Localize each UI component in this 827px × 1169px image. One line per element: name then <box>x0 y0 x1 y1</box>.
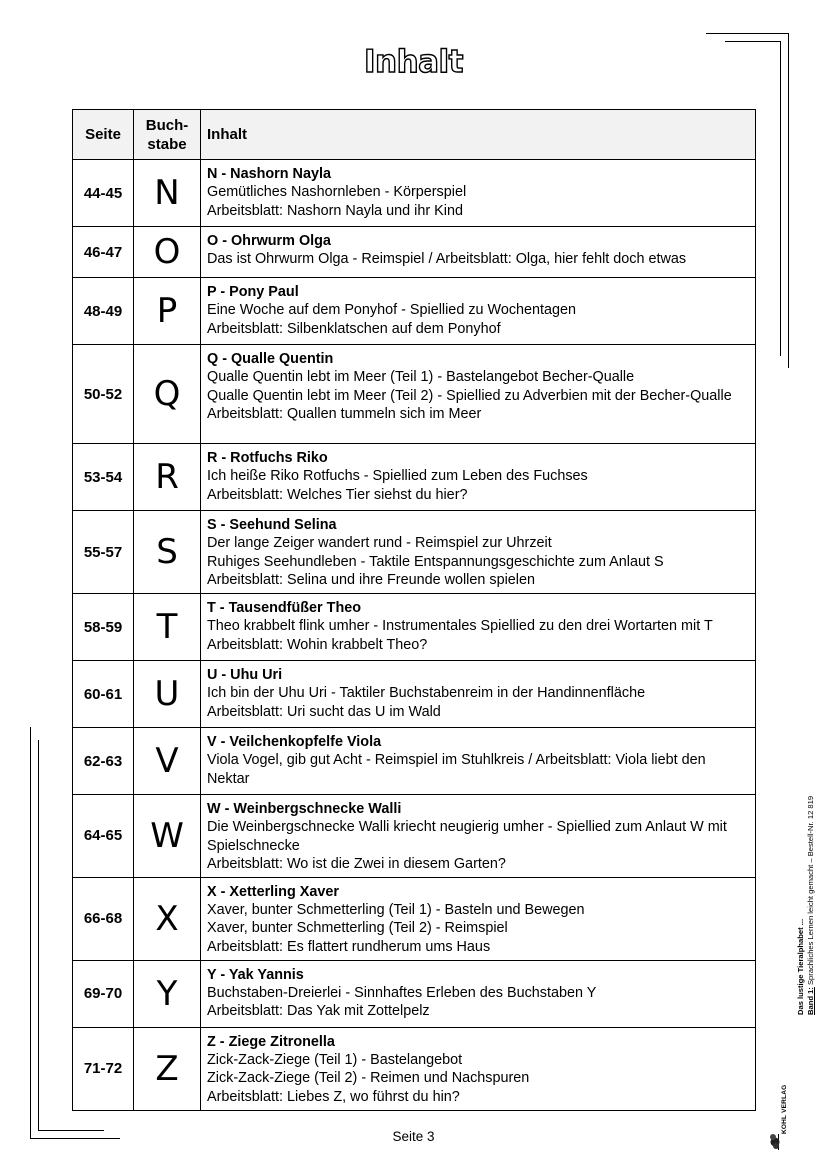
letter-cell: U <box>134 661 201 728</box>
contents-cell <box>201 960 756 1027</box>
entry-line: Arbeitsblatt: Wohin krabbelt Theo? <box>207 636 428 653</box>
frame-line-top-right-v2 <box>780 41 781 356</box>
page-title: Inhalt <box>363 44 464 80</box>
entry-line: Arbeitsblatt: Es flattert rundherum ums Haus <box>207 938 491 955</box>
table-row <box>73 795 756 878</box>
frame-line-top-right-h1 <box>706 33 789 34</box>
publisher-name: KOHL VERLAG <box>781 1084 788 1134</box>
letter-cell: N <box>134 160 201 227</box>
entry-line: Qualle Quentin lebt im Meer (Teil 2) - Spiellied zu Adverbien mit der Becher-Qualle <box>207 387 732 404</box>
page-range: 64-65 <box>73 795 134 878</box>
entry-title: Z - Ziege Zitronella <box>207 1033 335 1050</box>
page-range: 55-57 <box>73 511 134 594</box>
side-caption <box>796 796 815 1015</box>
table-row <box>73 345 756 444</box>
entry-line: Buchstaben-Dreierlei - Sinnhaftes Erleben des Buchstaben Y <box>207 985 597 1002</box>
entry-title: V - Veilchenkopfelfe Viola <box>207 734 382 750</box>
entry-line: Viola Vogel, gib gut Acht - Reimspiel im Stuhlkreis / Arbeitsblatt: Viola liebt den Nektar <box>207 752 706 787</box>
entry-line: Arbeitsblatt: Welches Tier siehst du hier? <box>207 486 468 503</box>
entry-line: Qualle Quentin lebt im Meer (Teil 1) - Bastelangebot Becher-Qualle <box>207 369 635 386</box>
entry-line: Der lange Zeiger wandert rund - Reimspiel zur Uhrzeit <box>207 535 552 552</box>
letter-cell: S <box>134 511 201 594</box>
entry-line: Arbeitsblatt: Quallen tummeln sich im Meer <box>207 406 482 423</box>
contents-cell <box>201 345 756 444</box>
table-row <box>73 661 756 728</box>
contents-cell <box>201 511 756 594</box>
page-range: 62-63 <box>73 728 134 795</box>
entry-line: Arbeitsblatt: Wo ist die Zwei in diesem Garten? <box>207 856 506 873</box>
entry-line: Zick-Zack-Ziege (Teil 1) - Bastelangebot <box>207 1052 463 1069</box>
entry-line: Die Weinbergschnecke Walli kriecht neugierig umher - Spiellied zum Anlaut W mit Spielschnecke <box>207 819 727 854</box>
contents-cell <box>201 661 756 728</box>
entry-title: T - Tausendfüßer Theo <box>207 600 362 616</box>
contents-table <box>72 109 756 1111</box>
table-row <box>73 728 756 795</box>
frame-line-top-right-v1 <box>788 33 789 368</box>
header-buchstabe: Buch- stabe <box>134 110 201 160</box>
letter-cell: R <box>134 444 201 511</box>
entry-line: Arbeitsblatt: Selina und ihre Freunde wollen spielen <box>207 572 535 589</box>
entry-title: R - Rotfuchs Riko <box>207 450 328 466</box>
entry-title: Y - Yak Yannis <box>207 966 304 983</box>
table-header-row <box>73 110 756 160</box>
table-row <box>73 511 756 594</box>
side-caption-line2 <box>806 796 816 1015</box>
contents-cell <box>201 278 756 345</box>
page-range: 66-68 <box>73 877 134 960</box>
letter-cell: Z <box>134 1027 201 1110</box>
table-row <box>73 444 756 511</box>
table-row <box>73 278 756 345</box>
letter-cell: V <box>134 728 201 795</box>
contents-cell <box>201 1027 756 1110</box>
entry-line: Arbeitsblatt: Liebes Z, wo führst du hin? <box>207 1088 460 1105</box>
side-caption-band: Band 1: <box>805 987 815 1015</box>
letter-cell: P <box>134 278 201 345</box>
entry-title: O - Ohrwurm Olga <box>207 233 331 249</box>
side-caption-line1: Das lustige Tieralphabet ... <box>796 918 805 1015</box>
page-range: 60-61 <box>73 661 134 728</box>
letter-cell: Y <box>134 960 201 1027</box>
entry-line: Das ist Ohrwurm Olga - Reimspiel / Arbeitsblatt: Olga, hier fehlt doch etwas <box>207 251 687 268</box>
contents-cell <box>201 444 756 511</box>
letter-cell: O <box>134 227 201 278</box>
contents-cell <box>201 795 756 878</box>
contents-cell <box>201 594 756 661</box>
page-range: 53-54 <box>73 444 134 511</box>
contents-cell <box>201 160 756 227</box>
entry-title: S - Seehund Selina <box>207 517 337 533</box>
entry-title: P - Pony Paul <box>207 284 299 300</box>
contents-cell <box>201 728 756 795</box>
contents-cell <box>201 877 756 960</box>
entry-title: W - Weinbergschnecke Walli <box>207 801 402 817</box>
entry-line: Ich bin der Uhu Uri - Taktiler Buchstabenreim in der Handinnenfläche <box>207 685 646 702</box>
contents-cell <box>201 227 756 278</box>
entry-line: Ruhiges Seehundleben - Taktile Entspannungsgeschichte zum Anlaut S <box>207 553 664 570</box>
entry-title: N - Nashorn Nayla <box>207 166 331 182</box>
header-seite: Seite <box>73 110 134 160</box>
letter-cell: W <box>134 795 201 878</box>
header-inhalt: Inhalt <box>201 110 756 160</box>
entry-title: Q - Qualle Quentin <box>207 351 334 367</box>
entry-line: Arbeitsblatt: Das Yak mit Zottelpelz <box>207 1003 430 1020</box>
side-caption-rest: Sprachliches Lernen leicht gemacht – Bestell-Nr. 12 819 <box>805 795 815 988</box>
entry-line: Zick-Zack-Ziege (Teil 2) - Reimen und Nachspuren <box>207 1070 530 1087</box>
page-range: 58-59 <box>73 594 134 661</box>
page-range: 69-70 <box>73 960 134 1027</box>
entry-line: Xaver, bunter Schmetterling (Teil 2) - Reimspiel <box>207 920 508 937</box>
table-row <box>73 160 756 227</box>
letter-cell: T <box>134 594 201 661</box>
entry-title: X - Xetterling Xaver <box>207 883 339 900</box>
page-range: 71-72 <box>73 1027 134 1110</box>
table-row <box>73 877 756 960</box>
table-row <box>73 960 756 1027</box>
page-range: 46-47 <box>73 227 134 278</box>
frame-line-bottom-left-v1 <box>30 727 31 1138</box>
entry-line: Arbeitsblatt: Nashorn Nayla und ihr Kind <box>207 202 463 219</box>
entry-line: Xaver, bunter Schmetterling (Teil 1) - Basteln und Bewegen <box>207 902 585 919</box>
entry-line: Gemütliches Nashornleben - Körperspiel <box>207 184 467 201</box>
table-row <box>73 594 756 661</box>
page-range: 50-52 <box>73 345 134 444</box>
frame-line-bottom-left-v2 <box>38 740 39 1130</box>
entry-line: Ich heiße Riko Rotfuchs - Spiellied zum Leben des Fuchses <box>207 468 588 485</box>
entry-line: Eine Woche auf dem Ponyhof - Spiellied zu Wochentagen <box>207 302 577 319</box>
letter-cell: X <box>134 877 201 960</box>
entry-line: Arbeitsblatt: Uri sucht das U im Wald <box>207 703 441 720</box>
frame-line-top-right-h2 <box>725 41 781 42</box>
table-row <box>73 227 756 278</box>
page-number: Seite 3 <box>392 1129 435 1144</box>
table-row <box>73 1027 756 1110</box>
page-range: 48-49 <box>73 278 134 345</box>
entry-title: U - Uhu Uri <box>207 667 283 683</box>
entry-line: Theo krabbelt flink umher - Instrumentales Spiellied zu den drei Wortarten mit T <box>207 618 713 635</box>
page-range: 44-45 <box>73 160 134 227</box>
letter-cell: Q <box>134 345 201 444</box>
entry-line: Arbeitsblatt: Silbenklatschen auf dem Ponyhof <box>207 320 501 337</box>
